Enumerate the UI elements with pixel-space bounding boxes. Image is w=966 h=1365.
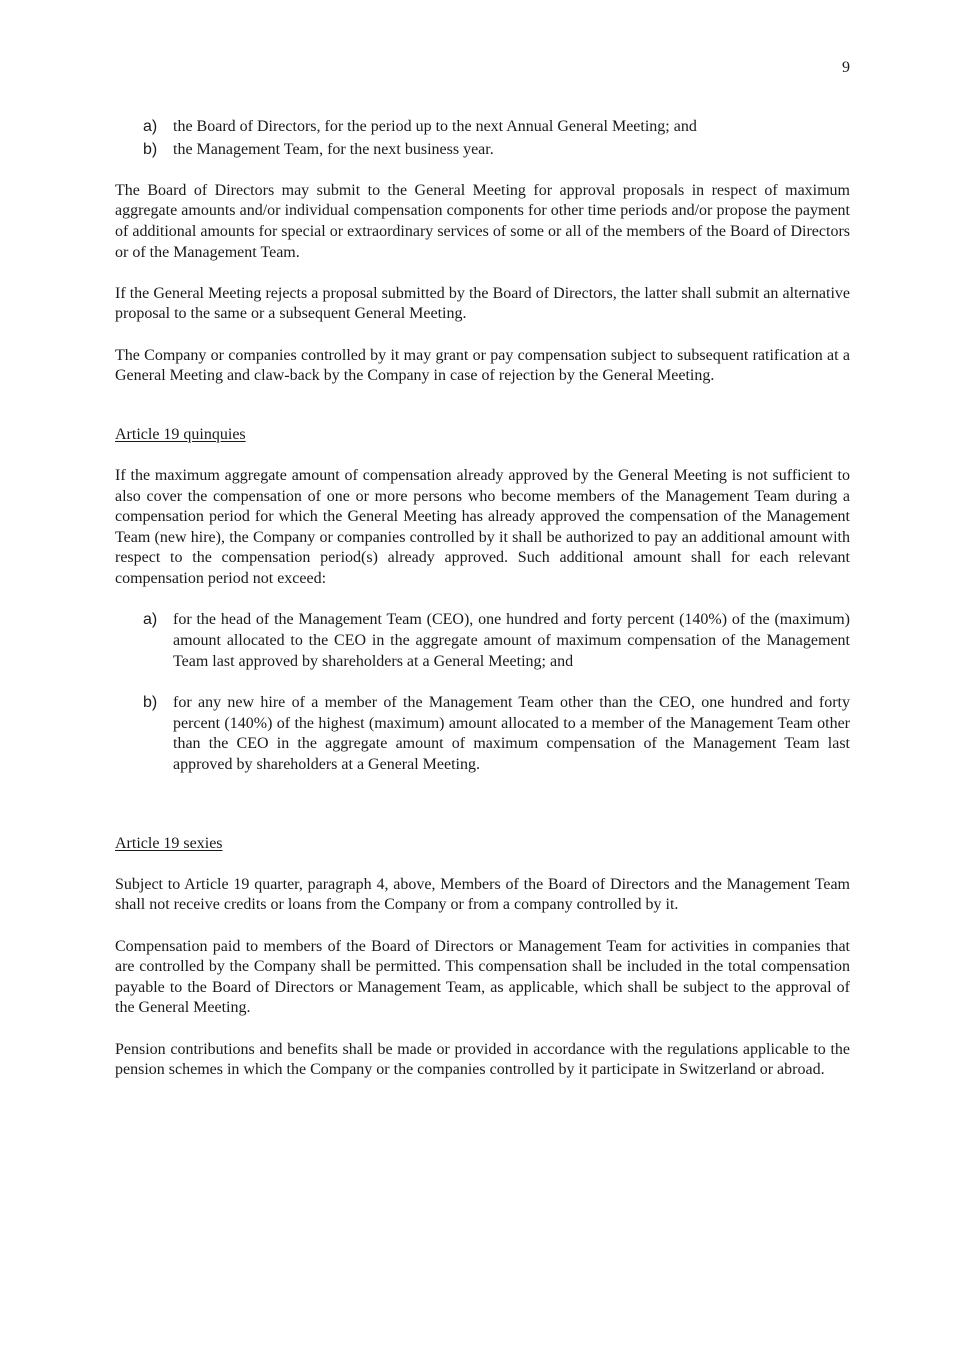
paragraph-additional-proposals: The Board of Directors may submit to the General Meeting for approval proposals in respect of maximum aggregate amounts and/or individual compensation components for other time periods and/or propose the payment of additional amounts for special or extraordinary services of some or all of the members of the Board of Directors or of the Management Team. xyxy=(115,181,850,261)
list-marker: b) xyxy=(143,140,158,158)
page-content xyxy=(115,117,850,1081)
list-item-text: the Board of Directors, for the period up to the next Annual General Meeting; and xyxy=(173,118,697,135)
paragraph-rejected-proposal: If the General Meeting rejects a proposal submitted by the Board of Directors, the latter shall submit an alternative proposal to the same or a subsequent General Meeting. xyxy=(115,284,850,323)
article-heading-quinquies: Article 19 quinquies xyxy=(115,425,246,443)
list-marker: a) xyxy=(143,118,158,135)
compensation-period-list xyxy=(115,117,850,160)
page-number: 9 xyxy=(842,59,850,76)
additional-amount-list xyxy=(115,610,850,775)
list-item xyxy=(115,693,850,775)
list-marker: b) xyxy=(143,694,158,712)
article-heading-sexies: Article 19 sexies xyxy=(115,834,223,852)
list-item xyxy=(115,117,850,138)
paragraph-credits-loans: Subject to Article 19 quarter, paragraph 4, above, Members of the Board of Directors and the Management Team shall not receive credits or loans from the Company or from a company controlled by it. xyxy=(115,875,850,914)
paragraph-quinquies-intro: If the maximum aggregate amount of compensation already approved by the General Meeting is not sufficient to also cover the compensation of one or more persons who become members of the Management Team during a compensation period for which the General Meeting has already approved the compensation of the Management Team (new hire), the Company or companies controlled by it shall be authorized to pay an additional amount with respect to the compensation period(s) already approved. Such additional amount shall for each relevant compensation period not exceed: xyxy=(115,466,850,587)
paragraph-pension-contributions: Pension contributions and benefits shall be made or provided in accordance with the regulations applicable to the pension schemes in which the Company or the companies controlled by it participate in Switzerland or abroad. xyxy=(115,1040,850,1079)
list-item xyxy=(115,140,850,161)
paragraph-controlled-companies: Compensation paid to members of the Board of Directors or Management Team for activities in companies that are controlled by the Company shall be permitted. This compensation shall be included in the total compensation payable to the Board of Directors or Management Team, as applicable, which shall be subject to the approval of the General Meeting. xyxy=(115,937,850,1017)
list-item xyxy=(115,610,850,672)
list-item-text: for any new hire of a member of the Management Team other than the CEO, one hundred and forty percent (140%) of the highest (maximum) amount allocated to a member of the Management Team other than the CEO in the aggregate amount of maximum compensation of the Management Team last approved by shareholders at a General Meeting. xyxy=(173,694,850,774)
list-marker: a) xyxy=(143,611,158,629)
paragraph-subsequent-ratification: The Company or companies controlled by it may grant or pay compensation subject to subsequent ratification at a General Meeting and claw-back by the Company in case of rejection by the General Meeting. xyxy=(115,346,850,385)
list-item-text: for the head of the Management Team (CEO), one hundred and forty percent (140%) of the (maximum) amount allocated to the CEO in the aggregate amount of maximum compensation of the Management Team last approved by shareholders at a General Meeting; and xyxy=(173,611,850,670)
list-item-text: the Management Team, for the next business year. xyxy=(173,140,494,158)
